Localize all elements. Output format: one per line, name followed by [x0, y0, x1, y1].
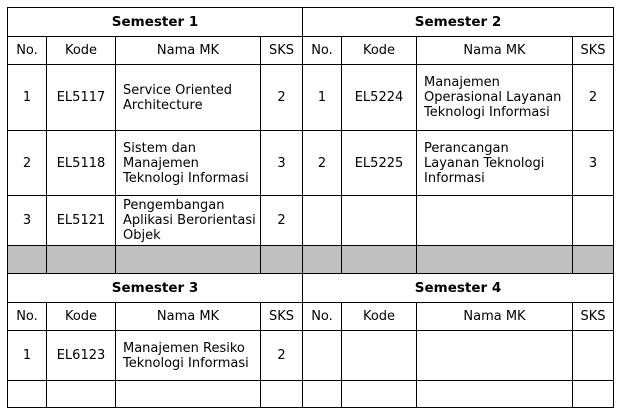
header-nama: Nama MK: [116, 303, 261, 331]
empty-cell: [573, 331, 614, 381]
curriculum-table: [7, 7, 614, 408]
empty-cell: [303, 331, 342, 381]
empty-cell: [417, 196, 573, 246]
course-kode: EL5117: [47, 65, 116, 131]
header-no: No.: [303, 303, 342, 331]
course-nama: Service Oriented Architecture: [116, 65, 261, 131]
course-sks: 3: [261, 131, 303, 196]
column-header-row: [8, 303, 614, 331]
course-no: 1: [8, 65, 47, 131]
course-nama: Manajemen Operasional Layanan Teknologi Informasi: [417, 65, 573, 131]
empty-cell: [342, 331, 417, 381]
course-kode: EL5121: [47, 196, 116, 246]
course-no: 1: [8, 331, 47, 381]
header-nama: Nama MK: [116, 37, 261, 65]
header-sks: SKS: [573, 303, 614, 331]
course-no: 3: [8, 196, 47, 246]
table-row: [8, 131, 614, 196]
table-row: [8, 65, 614, 131]
empty-cell: [261, 381, 303, 408]
header-kode: Kode: [47, 303, 116, 331]
empty-cell: [342, 196, 417, 246]
course-sks: 2: [261, 196, 303, 246]
empty-cell: [8, 381, 47, 408]
semester-4-title: Semester 4: [303, 274, 614, 303]
course-kode: EL5118: [47, 131, 116, 196]
course-nama: Perancangan Layanan Teknologi Informasi: [417, 131, 573, 196]
header-sks: SKS: [573, 37, 614, 65]
table-row: [8, 196, 614, 246]
empty-cell: [303, 196, 342, 246]
separator-row: [8, 246, 614, 274]
table-row: [8, 331, 614, 381]
course-sks: 3: [573, 131, 614, 196]
course-no: 2: [303, 131, 342, 196]
header-no: No.: [8, 37, 47, 65]
empty-cell: [342, 381, 417, 408]
course-sks: 2: [573, 65, 614, 131]
header-kode: Kode: [342, 303, 417, 331]
semester-3-title: Semester 3: [8, 274, 303, 303]
empty-cell: [573, 196, 614, 246]
course-sks: 2: [261, 331, 303, 381]
header-kode: Kode: [342, 37, 417, 65]
course-no: 2: [8, 131, 47, 196]
semester-1-title: Semester 1: [8, 8, 303, 37]
empty-cell: [573, 381, 614, 408]
course-nama: Sistem dan Manajemen Teknologi Informasi: [116, 131, 261, 196]
column-header-row: [8, 37, 614, 65]
table-row: [8, 381, 614, 408]
empty-cell: [417, 331, 573, 381]
course-nama: Pengembangan Aplikasi Berorientasi Objek: [116, 196, 261, 246]
header-sks: SKS: [261, 303, 303, 331]
header-nama: Nama MK: [417, 37, 573, 65]
empty-cell: [116, 381, 261, 408]
course-kode: EL5225: [342, 131, 417, 196]
header-kode: Kode: [47, 37, 116, 65]
course-no: 1: [303, 65, 342, 131]
header-no: No.: [8, 303, 47, 331]
semester-2-title: Semester 2: [303, 8, 614, 37]
course-kode: EL6123: [47, 331, 116, 381]
header-sks: SKS: [261, 37, 303, 65]
course-sks: 2: [261, 65, 303, 131]
course-kode: EL5224: [342, 65, 417, 131]
header-nama: Nama MK: [417, 303, 573, 331]
header-no: No.: [303, 37, 342, 65]
empty-cell: [47, 381, 116, 408]
course-nama: Manajemen Resiko Teknologi Informasi: [116, 331, 261, 381]
empty-cell: [303, 381, 342, 408]
empty-cell: [417, 381, 573, 408]
